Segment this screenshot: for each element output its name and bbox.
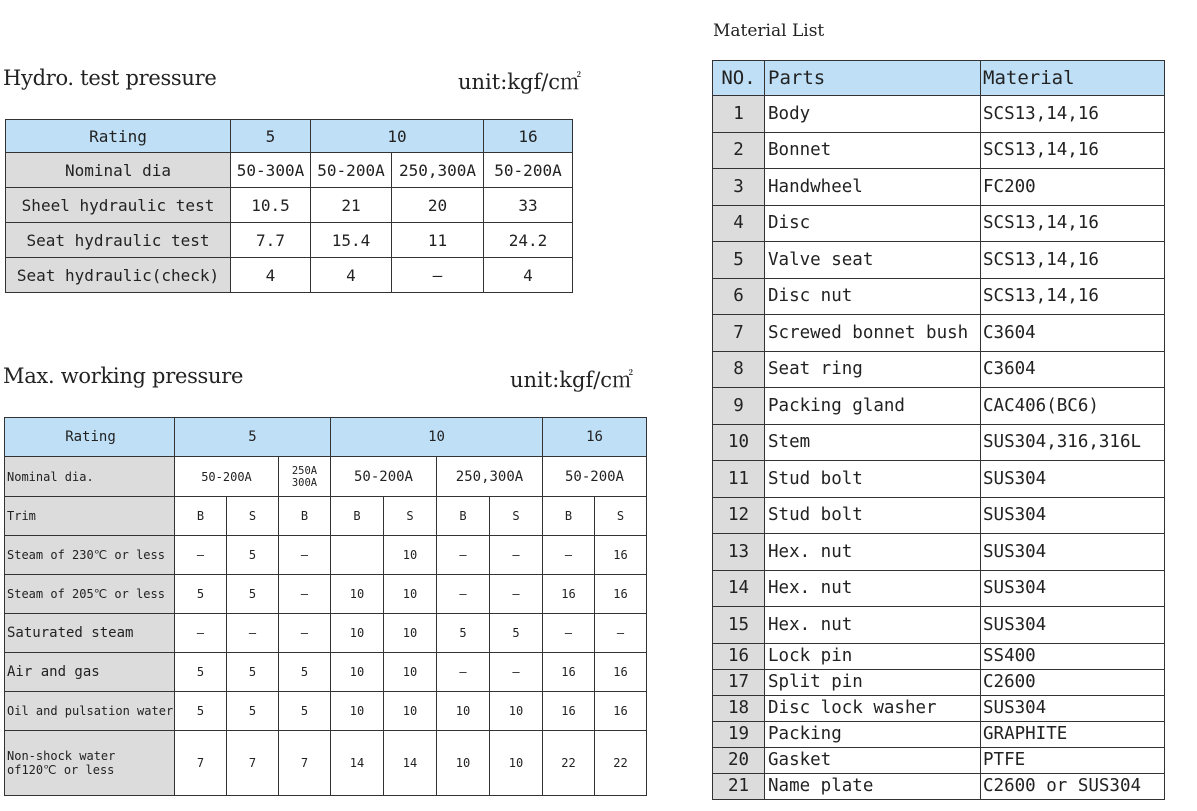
maxw-header-16: 16 [543, 418, 647, 457]
maxw-trim-row [5, 497, 647, 536]
material-header-parts: Parts [765, 61, 981, 96]
table-cell: 10 [384, 575, 437, 614]
row-label: Sheel hydraulic test [6, 188, 231, 223]
material-part: Packing gland [765, 388, 981, 425]
table-cell: – [437, 575, 490, 614]
table-cell: 5 [175, 653, 227, 692]
max-working-pressure-table [4, 417, 647, 796]
material-no: 19 [713, 721, 765, 747]
table-row [713, 424, 1165, 461]
row-label: Steam of 230℃ or less [5, 536, 175, 575]
hydro-header-rating: Rating [6, 120, 231, 153]
table-row [713, 643, 1165, 669]
maxw-title: Max. working pressure [3, 364, 244, 388]
table-cell: – [490, 653, 543, 692]
table-cell: 10 [490, 731, 543, 796]
table-row [713, 205, 1165, 242]
row-label: Air and gas [5, 653, 175, 692]
table-cell: 50-200A [311, 153, 392, 188]
row-label: Oil and pulsation water [5, 692, 175, 731]
table-row [713, 607, 1165, 644]
table-cell: 10 [331, 575, 384, 614]
hydro-test-table [5, 119, 573, 293]
material-part: Split pin [765, 669, 981, 695]
nominal-250a: 250A [291, 464, 318, 477]
material-header-material: Material [981, 61, 1165, 96]
table-cell: 33 [484, 188, 573, 223]
material-part: Stud bolt [765, 461, 981, 498]
table-cell: 5 [175, 692, 227, 731]
table-cell: 16 [595, 653, 647, 692]
table-cell: – [279, 575, 331, 614]
table-row [6, 188, 573, 223]
table-cell [279, 457, 331, 497]
table-cell: 14 [384, 731, 437, 796]
material-part: Bonnet [765, 132, 981, 169]
maxw-nominal-row [5, 457, 647, 497]
material-value: C2600 or SUS304 [981, 773, 1165, 799]
hydro-header-10: 10 [311, 120, 484, 153]
table-row [5, 653, 647, 692]
table-cell: – [175, 614, 227, 653]
table-cell: S [595, 497, 647, 536]
table-row [6, 258, 573, 293]
table-cell: 10 [331, 692, 384, 731]
table-row [5, 536, 647, 575]
table-cell: 22 [595, 731, 647, 796]
material-part: Gasket [765, 747, 981, 773]
table-cell: 7.7 [231, 223, 311, 258]
table-row [5, 692, 647, 731]
table-cell: 4 [484, 258, 573, 293]
row-label: Seat hydraulic(check) [6, 258, 231, 293]
table-cell: – [227, 614, 279, 653]
material-no: 7 [713, 315, 765, 352]
material-no: 4 [713, 205, 765, 242]
material-value: SCS13,14,16 [981, 278, 1165, 315]
table-row [5, 731, 647, 796]
material-list-table [712, 60, 1165, 800]
material-part: Hex. nut [765, 607, 981, 644]
table-row [713, 773, 1165, 799]
table-cell: 5 [227, 653, 279, 692]
table-cell: B [331, 497, 384, 536]
table-cell: 7 [279, 731, 331, 796]
material-part: Seat ring [765, 351, 981, 388]
maxw-header-row [5, 418, 647, 457]
table-row [713, 570, 1165, 607]
material-value: C2600 [981, 669, 1165, 695]
table-cell: 16 [595, 575, 647, 614]
table-row [713, 96, 1165, 133]
table-cell: 16 [595, 692, 647, 731]
table-row [713, 534, 1165, 571]
material-part: Name plate [765, 773, 981, 799]
table-cell: 10 [331, 614, 384, 653]
material-value: SUS304 [981, 497, 1165, 534]
table-cell: – [543, 614, 595, 653]
table-cell: – [437, 536, 490, 575]
table-cell: 15.4 [311, 223, 392, 258]
maxw-header-5: 5 [175, 418, 331, 457]
row-label-line-2: of120℃ or less [7, 763, 115, 777]
material-part: Stud bolt [765, 497, 981, 534]
table-cell: 21 [311, 188, 392, 223]
row-label-line-1: Non-shock water [7, 749, 116, 763]
material-value: SUS304,316,316L [981, 424, 1165, 461]
material-part: Stem [765, 424, 981, 461]
table-cell: S [384, 497, 437, 536]
material-no: 6 [713, 278, 765, 315]
hydro-unit: unit:kgf/c㎡ [458, 70, 582, 94]
table-cell: B [279, 497, 331, 536]
material-header-row [713, 61, 1165, 96]
material-part: Screwed bonnet bush [765, 315, 981, 352]
table-cell: B [543, 497, 595, 536]
table-cell: – [595, 614, 647, 653]
table-row [713, 669, 1165, 695]
material-value: SUS304 [981, 607, 1165, 644]
material-header-no: NO. [713, 61, 765, 96]
nominal-300a: 300A [291, 476, 318, 489]
material-value: C3604 [981, 315, 1165, 352]
material-value: C3604 [981, 351, 1165, 388]
table-cell: 16 [595, 536, 647, 575]
material-value: SUS304 [981, 461, 1165, 498]
material-no: 20 [713, 747, 765, 773]
table-row [713, 132, 1165, 169]
table-cell: 7 [227, 731, 279, 796]
material-no: 10 [713, 424, 765, 461]
hydro-header-5: 5 [231, 120, 311, 153]
table-cell: – [437, 653, 490, 692]
table-cell: 250,300A [437, 457, 543, 497]
table-row [713, 242, 1165, 279]
table-cell: 50-200A [484, 153, 573, 188]
row-label: Trim [5, 497, 175, 536]
table-cell: 10 [384, 536, 437, 575]
table-cell: 22 [543, 731, 595, 796]
material-part: Packing [765, 721, 981, 747]
table-cell: B [175, 497, 227, 536]
row-label [5, 731, 175, 796]
table-cell: – [543, 536, 595, 575]
row-label: Steam of 205℃ or less [5, 575, 175, 614]
maxw-header-10: 10 [331, 418, 543, 457]
table-cell: 5 [227, 575, 279, 614]
material-part: Body [765, 96, 981, 133]
table-cell: 50-200A [543, 457, 647, 497]
row-label: Saturated steam [5, 614, 175, 653]
material-part: Hex. nut [765, 534, 981, 571]
table-cell: – [279, 536, 331, 575]
material-no: 8 [713, 351, 765, 388]
table-row [713, 721, 1165, 747]
hydro-header-16: 16 [484, 120, 573, 153]
table-cell: – [279, 614, 331, 653]
table-cell: B [437, 497, 490, 536]
table-row [713, 351, 1165, 388]
material-no: 21 [713, 773, 765, 799]
table-row [713, 315, 1165, 352]
material-no: 1 [713, 96, 765, 133]
table-row [713, 695, 1165, 721]
table-cell: 4 [311, 258, 392, 293]
material-value: SCS13,14,16 [981, 132, 1165, 169]
table-cell: 50-200A [331, 457, 437, 497]
table-cell: 11 [392, 223, 484, 258]
table-cell: 5 [175, 575, 227, 614]
table-cell: 250,300A [392, 153, 484, 188]
material-value: PTFE [981, 747, 1165, 773]
hydro-header-row [6, 120, 573, 153]
table-cell: 10 [331, 653, 384, 692]
table-cell: 24.2 [484, 223, 573, 258]
table-cell: S [227, 497, 279, 536]
table-cell: 20 [392, 188, 484, 223]
hydro-title: Hydro. test pressure [3, 66, 217, 90]
material-value: FC200 [981, 169, 1165, 206]
material-no: 14 [713, 570, 765, 607]
material-no: 15 [713, 607, 765, 644]
material-no: 17 [713, 669, 765, 695]
material-no: 3 [713, 169, 765, 206]
table-cell: 16 [543, 653, 595, 692]
material-value: SCS13,14,16 [981, 205, 1165, 242]
material-part: Lock pin [765, 643, 981, 669]
table-row [5, 575, 647, 614]
table-row [713, 388, 1165, 425]
table-cell: 5 [279, 692, 331, 731]
table-cell: 16 [543, 575, 595, 614]
table-row [713, 747, 1165, 773]
table-cell: 4 [231, 258, 311, 293]
table-cell: – [490, 575, 543, 614]
table-cell: 5 [437, 614, 490, 653]
material-value: SUS304 [981, 695, 1165, 721]
material-value: CAC406(BC6) [981, 388, 1165, 425]
table-cell: – [490, 536, 543, 575]
table-cell: 7 [175, 731, 227, 796]
material-value: SUS304 [981, 534, 1165, 571]
table-cell: 5 [279, 653, 331, 692]
table-row [6, 153, 573, 188]
material-list-title: Material List [713, 21, 825, 41]
table-cell: 50-200A [175, 457, 279, 497]
material-no: 18 [713, 695, 765, 721]
table-cell: – [392, 258, 484, 293]
material-value: SUS304 [981, 570, 1165, 607]
table-row [713, 497, 1165, 534]
material-part: Hex. nut [765, 570, 981, 607]
material-no: 11 [713, 461, 765, 498]
material-value: SCS13,14,16 [981, 242, 1165, 279]
material-part: Disc lock washer [765, 695, 981, 721]
table-cell [331, 536, 384, 575]
table-cell: 5 [227, 536, 279, 575]
table-cell: 10.5 [231, 188, 311, 223]
table-row [713, 169, 1165, 206]
material-part: Handwheel [765, 169, 981, 206]
material-part: Valve seat [765, 242, 981, 279]
table-cell: 14 [331, 731, 384, 796]
table-row [5, 614, 647, 653]
table-cell: 10 [437, 731, 490, 796]
table-cell: – [175, 536, 227, 575]
table-cell: 5 [227, 692, 279, 731]
material-no: 12 [713, 497, 765, 534]
table-row [713, 278, 1165, 315]
table-cell: 10 [384, 692, 437, 731]
material-no: 9 [713, 388, 765, 425]
material-value: SCS13,14,16 [981, 96, 1165, 133]
table-cell: 10 [384, 653, 437, 692]
table-row [6, 223, 573, 258]
table-row [713, 461, 1165, 498]
material-no: 16 [713, 643, 765, 669]
row-label: Seat hydraulic test [6, 223, 231, 258]
table-cell: S [490, 497, 543, 536]
material-value: SS400 [981, 643, 1165, 669]
table-cell: 50-300A [231, 153, 311, 188]
material-part: Disc [765, 205, 981, 242]
table-cell: 16 [543, 692, 595, 731]
table-cell: 5 [490, 614, 543, 653]
material-value: GRAPHITE [981, 721, 1165, 747]
material-no: 13 [713, 534, 765, 571]
material-no: 5 [713, 242, 765, 279]
maxw-unit: unit:kgf/c㎡ [510, 368, 634, 392]
material-no: 2 [713, 132, 765, 169]
table-cell: 10 [437, 692, 490, 731]
table-cell: 10 [384, 614, 437, 653]
row-label: Nominal dia. [5, 457, 175, 497]
material-part: Disc nut [765, 278, 981, 315]
row-label: Nominal dia [6, 153, 231, 188]
table-cell: 10 [490, 692, 543, 731]
maxw-header-rating: Rating [5, 418, 175, 457]
